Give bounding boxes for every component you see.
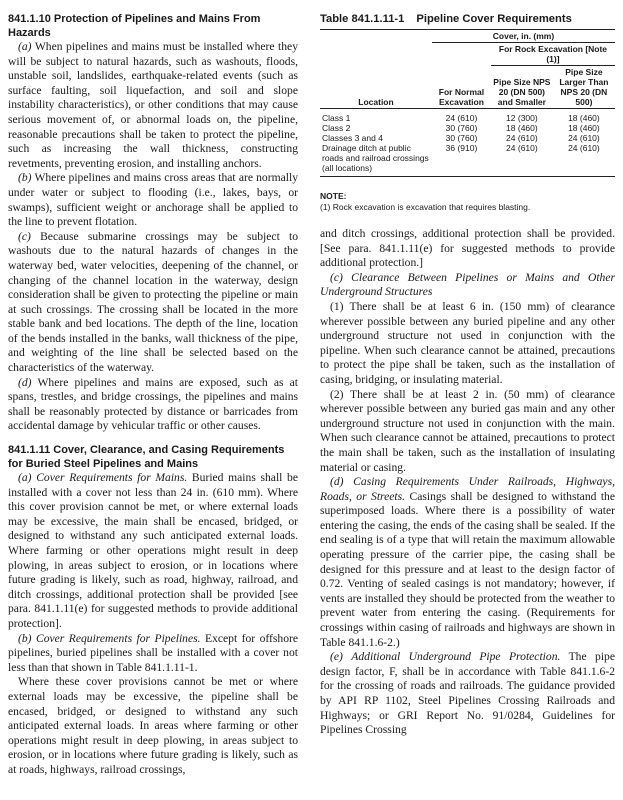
cell-location: Classes 3 and 4 xyxy=(322,133,383,143)
cell-location: Class 2 xyxy=(322,123,351,133)
left-column xyxy=(8,12,298,778)
paragraph-text: The pipe design factor, F, shall be in accordance with Table 841.1.6-2 for the crossing of roads and railroads. The guidance provided by API RP 1102, Steel Pipelines Crossing Railroads and Highways; or GRI Report No. 91/0284, Guidelines for Pipelines Crossing xyxy=(320,650,615,737)
cell-normal: 30 (760) xyxy=(445,133,478,143)
paragraph-841-1-11-c-heading xyxy=(320,271,615,300)
table-row xyxy=(320,133,615,143)
item-label: (d) xyxy=(18,375,32,389)
column-header-small-pipe: Pipe Size NPS 20 (DN 500) and Smaller xyxy=(493,77,551,107)
item-label: (b) xyxy=(18,171,32,185)
table-number: Table 841.1.11-1 xyxy=(320,13,405,25)
paragraph-841-1-10-b xyxy=(8,171,298,229)
cell-normal: 36 (910) xyxy=(445,143,478,153)
cell-large-pipe: 18 (460) xyxy=(568,123,600,133)
item-label: (b) xyxy=(18,631,32,645)
item-label: (a) xyxy=(18,40,32,53)
note-label: NOTE: xyxy=(320,191,347,201)
column-header-normal: For Normal Excavation xyxy=(438,87,485,107)
item-title: Cover Requirements for Mains. xyxy=(36,471,188,485)
table-row xyxy=(320,113,615,123)
paragraph-continued: and ditch crossings, additional protection shall be provided. [See para. 841.1.11(e) for suggested methods to provide additional protection.] xyxy=(320,227,615,270)
paragraph-text: Casings shall be designed to withstand the superimposed loads. Where there is a possibility of water entering the casing, the ends of the casing shall be sealed. If the end sealing is of a type that will retain the maximum allowable operating pressure of the carrier pipe, the casing shall be designed for this pressure and at least to the design factor of 0.72. Venting of sealed casings is not mandatory; however, if vents are installed they should be protected from the weather to prevent water from entering the casing. (Requirements for crossings within casing of railroads and highways are shown in Table 841.1.6-2.) xyxy=(320,489,615,649)
cell-normal: 24 (610) xyxy=(445,113,478,123)
cell-small-pipe: 24 (610) xyxy=(506,133,538,143)
paragraph-text: Because submarine crossings may be subject to washouts due to the natural hazards of changes in the waterway bed, water velocities, deepening of the channel, or changing of the channel location in the waterway, design consideration shall be given to protecting the pipeline or main at such crossings. The crossing shall be located in the more stable bank and bed locations. The depth of the line, location of the bends installed in the banks, wall thickness of the pipe, and weighting of the line shall be selected based on the characteristics of the waterway. xyxy=(8,229,298,375)
table-caption: Pipeline Cover Requirements xyxy=(416,13,572,25)
cell-large-pipe: 24 (610) xyxy=(568,143,600,153)
cell-small-pipe: 24 (610) xyxy=(506,143,538,153)
cell-small-pipe: 12 (300) xyxy=(506,113,538,123)
item-label: (a) xyxy=(18,471,32,485)
cell-large-pipe: 18 (460) xyxy=(568,113,600,123)
paragraph-text: Where pipelines and mains cross areas that are normally under water or subject to flooding (i.e., lakes, bays, or swamps), sufficient weight or anchorage shall be applied to the line to prevent flotation. xyxy=(8,171,298,229)
pipeline-cover-table xyxy=(320,29,615,177)
item-title: Cover Requirements for Pipelines. xyxy=(35,631,201,645)
item-title: Additional Underground Pipe Protection. xyxy=(351,650,561,664)
rock-excavation-header: For Rock Excavation [Note (1)] xyxy=(491,43,615,66)
paragraph-841-1-11-c-2: (2) There shall be at least 2 in. (50 mm) of clearance wherever possible between any buried gas main and any other underground structure not used in conjunction with the main. When such clearance cannot be attained, precautions to protect the main shall be taken, such as the installation of insulating material or casing. xyxy=(320,387,615,474)
column-header-large-pipe: Pipe Size Larger Than NPS 20 (DN 500) xyxy=(559,67,609,107)
item-label: (e) xyxy=(330,650,343,664)
right-column xyxy=(320,12,615,738)
item-label: (c) xyxy=(18,229,31,243)
note-text: (1) Rock excavation is excavation that requires blasting. xyxy=(320,202,531,212)
column-header-location: Location xyxy=(358,97,394,107)
cover-header: Cover, in. (mm) xyxy=(432,30,615,43)
paragraph-841-1-11-b xyxy=(8,632,298,676)
paragraph-841-1-10-a xyxy=(8,40,298,171)
cell-normal: 30 (760) xyxy=(445,123,478,133)
item-title: Casing Requirements Under Railroads, Highways, Roads, or Streets. xyxy=(320,475,615,503)
paragraph-841-1-11-d xyxy=(320,475,615,650)
paragraph-text: Except for offshore pipelines, buried pipelines shall be installed with a cover not less than that shown in Table 841.1.11-1. xyxy=(8,631,298,674)
item-title: Clearance Between Pipelines or Mains and Other Underground Structures xyxy=(320,270,615,299)
paragraph-841-1-10-c xyxy=(8,230,298,376)
paragraph-text: Buried mains shall be installed with a cover not less than 24 in. (610 mm). Where this cover provision cannot be met, or where external loads may be excessive, the main shall be encased, bridged, or designed to withstand any such anticipated external loads. Where farming or other operations might result in deep plowing, in areas subject to erosion, or in locations where future grading is likely, such as road, highway, railroad, and ditch crossings, additional protection shall be provided [see para. 841.1.11(e) for suggested methods to provide additional protection]. xyxy=(8,471,298,630)
paragraph-841-1-11-e xyxy=(320,650,615,738)
cell-location: Drainage ditch at public roads and railroad crossings (all locations) xyxy=(322,143,429,173)
paragraph-text: When pipelines and mains must be installed where they will be subject to natural hazards, such as washouts, floods, unstable soil, landslides, earthquake-related events (such as surface faulting, soil liquefaction, and soil and slope instability characteristics), or other conditions that may cause serious movement of, or abnormal loads on, the pipeline, reasonable precautions shall be taken to protect the pipeline, such as increasing the wall thickness, constructing revetments, preventing erosion, and installing anchors. xyxy=(8,40,298,170)
paragraph-841-1-10-d xyxy=(8,376,298,434)
item-label: (d) xyxy=(330,475,344,489)
paragraph-841-1-11-c-1: (1) There shall be at least 6 in. (150 mm) of clearance wherever possible between any buried pipeline and any other underground structure not used in conjunction with the pipeline. When such clearance cannot be attained, precautions to protect the pipe shall be taken, such as the installation of casing, bridging, or insulating material. xyxy=(320,299,615,386)
cell-location: Class 1 xyxy=(322,113,351,123)
cell-small-pipe: 18 (460) xyxy=(506,123,538,133)
section-841-1-11-heading: 841.1.11 Cover, Clearance, and Casing Requirements for Buried Steel Pipelines and Mains xyxy=(8,444,285,471)
section-841-1-10-heading: 841.1.10 Protection of Pipelines and Mains From Hazards xyxy=(8,13,261,39)
paragraph-text: Where pipelines and mains are exposed, such as at spans, trestles, and bridge crossings, the pipelines and mains shall be reasonably protected by distance or barricades from accidental damage by vehicular traffic or other causes. xyxy=(8,375,298,433)
paragraph-841-1-11-b-continued: Where these cover provisions cannot be met or where external loads may be excessive, the pipeline shall be encased, bridged, or designed to withstand any such anticipated external loads. In areas where farming or other operations might result in deep plowing, in areas subject to erosion, or in locations where future grading is likely, such as at roads, highways, railroad crossings, xyxy=(8,675,298,776)
cell-large-pipe: 24 (610) xyxy=(568,133,600,143)
table-row xyxy=(320,123,615,133)
item-label: (c) xyxy=(330,270,343,284)
table-note xyxy=(320,191,615,213)
table-title xyxy=(320,12,615,26)
paragraph-841-1-11-a xyxy=(8,471,298,632)
table-row xyxy=(320,143,615,177)
